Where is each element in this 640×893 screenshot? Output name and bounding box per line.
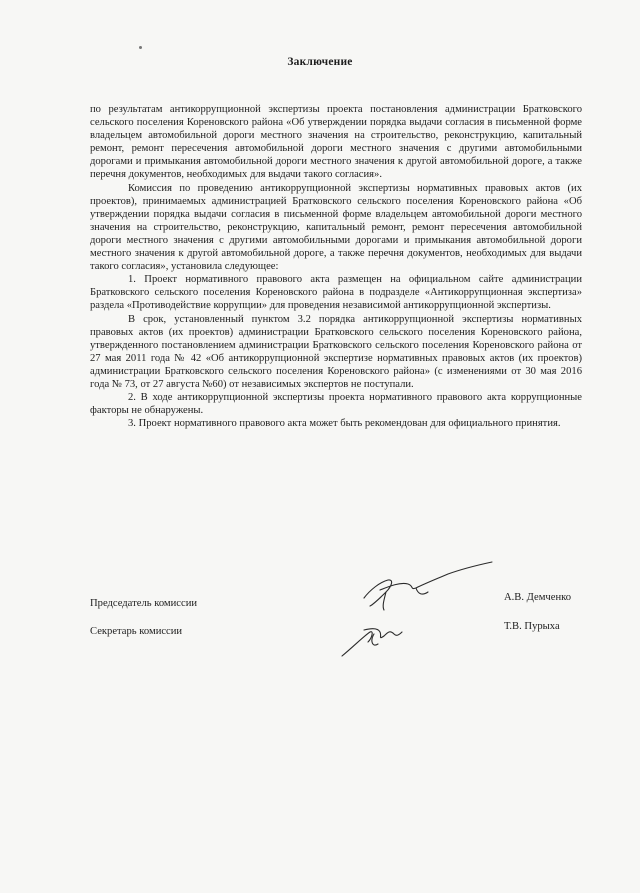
document-title: Заключение xyxy=(287,56,353,68)
document-body xyxy=(90,103,582,430)
chairman-signature-tail xyxy=(383,588,428,610)
deadline-paragraph: В срок, установленный пунктом 3.2 порядка антикоррупционной экспертизы нормативных правовых актов (их проектов) администрации Братковского сельского поселения Кореновского района, утвержденного постановлением администрации Братковского сельского поселения Кореновского района от 27 мая 2011 года № 42 «Об антикоррупционной экспертизе нормативных правовых актов (их проектов) администрации Братковского сельского поселения Кореновского района» (с изменениями от 30 мая 2016 года № 73, от 27 августа №60) от независимых экспертов не поступали. xyxy=(90,313,582,390)
chairman-signature-stroke xyxy=(364,562,492,606)
item-3-paragraph: 3. Проект нормативного правового акта может быть рекомендован для официального принятия. xyxy=(128,418,561,430)
secretary-signature-loop xyxy=(372,634,378,645)
secretary-name: Т.В. Пурыха xyxy=(504,621,560,632)
secretary-label: Секретарь комиссии xyxy=(90,626,183,637)
commission-paragraph: Комиссия по проведению антикоррупционной экспертизы нормативных правовых актов (их проектов), принимаемых администрацией Братковского сельского поселения Кореновского района «Об утверждении порядка выдачи согласия в письменной форме владельцем автомобильной дороги местного значения на строительство, реконструкцию, капитальный ремонт, ремонт пересечения автомобильной дороги местного значения с другими автомобильными дорогами и примыкания автомобильной дороги местного значения к другой автомобильной дороге, а также перечня документов, необходимых для выдачи такого согласия», установила следующее: xyxy=(90,182,582,273)
item-2-paragraph: 2. В ходе антикоррупционной экспертизы проекта нормативного правового акта коррупционные факторы не обнаружены. xyxy=(90,392,582,417)
handwritten-signatures xyxy=(330,560,500,660)
item-1-paragraph: 1. Проект нормативного правового акта размещен на официальном сайте администрации Братковского сельского поселения Кореновского района в подразделе «Антикоррупционная экспертиза» раздела «Противодействие коррупции» для проведения независимой антикоррупционной экспертизы. xyxy=(90,274,582,312)
chairman-label: Председатель комиссии xyxy=(90,598,198,609)
scan-speck xyxy=(139,46,142,49)
intro-paragraph: по результатам антикоррупционной экспертизы проекта постановления администрации Братковского сельского поселения Кореновского района «Об утверждении порядка выдачи согласия в письменной форме владельцем автомобильной дороги местного значения на строительство, реконструкцию, капитальный ремонт, ремонт пересечения автомобильной дороги местного значения с другими автомобильными дорогами и примыкания автомобильной дороги местного значения к другой автомобильной дороге, а также перечня документов, необходимых для выдачи такого согласия». xyxy=(90,104,582,181)
chairman-name: А.В. Демченко xyxy=(504,592,572,603)
